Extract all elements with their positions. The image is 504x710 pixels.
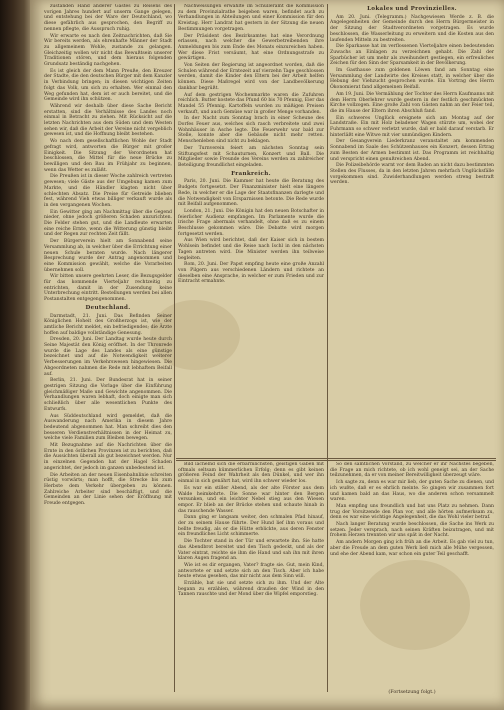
section-heading-lokales: Lokales und Provinzielles. bbox=[367, 6, 457, 12]
column-1 bbox=[44, 4, 172, 692]
paragraph: Von Seiten der Regierung ist angeordnet worden, daß die Schulen während der Erntezeit auf vierzehn Tage geschlossen werden, damit die Kinder den Eltern bei der Arbeit helfen können. Diese Maßregel wird von der Landbevölkerung dankbar begrüßt. bbox=[178, 63, 324, 91]
feuilleton-column-2 bbox=[330, 462, 494, 690]
paragraph: Es war ein stiller Abend, als der alte Förster aus dem Walde heimkehrte. Die Sonne war hinter den Bergen versunken, und ein leichter Nebel stieg aus den Wiesen empor. Er blieb an der Brücke stehen und schaute hinab in das rauschende Wasser. bbox=[178, 485, 324, 514]
column-divider bbox=[327, 4, 328, 692]
column-1-paragraphs bbox=[44, 4, 172, 303]
paragraph: Nach langer Beratung wurde beschlossen, die Sache ins Werk zu setzen. Jeder versprach, nach seinen Kräften beizutragen, und mit frohem Herzen trennten wir uns spät in der Nacht. bbox=[330, 522, 494, 539]
continuation-note: (Fortsetzung folgt.) bbox=[388, 690, 436, 695]
column-2-paragraphs-2 bbox=[178, 179, 324, 285]
paragraph: Mit Bezugnahme auf die Nachrichten über die Ernte in den östlichen Provinzen ist zu berichten, daß die Aussichten überall als gut bezeichnet werden. Nur in einzelnen Gegenden hat der Hagel Schaden angerichtet, der jedoch im ganzen unbedeutend ist. bbox=[44, 443, 172, 471]
section-heading-deutschland: Deutschland. bbox=[85, 304, 131, 311]
column-divider bbox=[174, 4, 175, 692]
paragraph: London, 21. Juni. Die Königin hat den neuen Botschafter in feierlicher Audienz empfangen. Im Parlamente wurde die irische Frage abermals verhandelt, ohne daß es zu einem Beschlusse gekommen wäre. Die Debatte wird morgen fortgesetzt werden. bbox=[178, 208, 324, 237]
paragraph: So den sämtlichen Vorstand, zu welcher er ihr Nächstes begeben, die Frage an mich richtete, ob ich wohl geneigt sei, an der Sache teilzunehmen, da er von meiner Bereitwilligkeit überzeugt wäre. bbox=[330, 462, 494, 479]
paragraph: Aus Süddeutschland wird gemeldet, daß die Auswanderung nach Amerika in diesem Jahre bedeutend abgenommen hat. Man schreibt dies den besseren Verdienstverhältnissen in der Heimat zu, welche viele Familien zum Bleiben bewegen. bbox=[44, 413, 172, 442]
paragraph: Berlin, 21. Juni. Der Bundesrat hat in seiner gestrigen Sitzung die Vorlage über die Einführung gleichmäßiger Maße und Gewichte angenommen. Die Verhandlungen waren lebhaft, doch einigte man sich schließlich über alle wesentlichen Punkte des Entwurfs. bbox=[44, 378, 172, 412]
paragraph: Die Arbeiten an der neuen Eisenbahnlinie schreiten rüstig vorwärts; man hofft, die Strecke bis zum Herbste dem Verkehr übergeben zu können. Zahlreiche Arbeiter sind beschäftigt, und die Gemeinden an der Linie sehen der Eröffnung mit Freude entgegen. bbox=[44, 472, 172, 507]
paragraph: Dann ging er langsam weiter, den schmalen Pfad hinauf, der zu seinem Hause führte. Der Hund lief ihm voraus und bellte freudig, als er die Hütte erblickte, aus deren Fenster ein freundliches Licht schimmerte. bbox=[178, 515, 324, 538]
paragraph: Die Tochter stand in der Tür und erwartete ihn. Sie hatte das Abendbrot bereitet und den Tisch gedeckt, und als der Vater eintrat, reichte sie ihm die Hand und sah ihn mit ihren klaren Augen fragend an. bbox=[178, 539, 324, 562]
paragraph: Der Gesangverein Liederkranz veranstaltet am kommenden Sonnabend im Saale des Schützenhauses ein Konzert, dessen Ertrag zum Besten der Armen bestimmt ist. Das Programm ist reichhaltig und verspricht einen genußreichen Abend. bbox=[330, 139, 494, 162]
feuilleton-paragraphs-1 bbox=[178, 462, 324, 598]
paragraph: In der Nacht zum Sonntag brach in einer Scheune des Dorfes Feuer aus, welches sich rasch verbreitete und zwei Wohnhäuser in Asche legte. Die Feuerwehr war bald zur Stelle, konnte aber die Gebäude nicht mehr retten. Menschenleben sind nicht zu beklagen. bbox=[178, 116, 324, 145]
paragraph: Wir bitten unsere geehrten Leser, die Bezugsgelder für das kommende Vierteljahr rechtzeitig zu entrichten, damit in der Zusendung keine Unterbrechung eintritt. Bestellungen werden bei allen Postanstalten entgegengenommen. bbox=[44, 274, 172, 303]
paragraph: Man empfing uns freundlich und bat uns Platz zu nehmen. Dann trug der Vorsitzende den Plan vor, und alle hörten aufmerksam zu, denn es war eine wichtige Angelegenheit, die das Wohl vieler betraf. bbox=[330, 503, 494, 521]
paragraph: Dresden, 20. Juni. Der Landtag wurde heute durch Seine Majestät den König eröffnet. In der Thronrede wurde die Lage des Landes als eine günstige bezeichnet und auf die Notwendigkeit weiterer Verbesserungen im Verkehrswesen hingewiesen. Die Abgeordneten nahmen die Rede mit lebhaftem Beifall auf. bbox=[44, 337, 172, 377]
paragraph: Am 20. Juni. (Telegramm.) Nachgewiesen Werde z. B. die Angelegenheiten der Gemeinde durch den Herrn Bürgermeister in der Sitzung der Stadtverordneten vorgetragen. Es wurde beschlossen, die Wasserleitung zu erweitern und die Kosten aus den laufenden Mitteln zu bestreiten. bbox=[330, 14, 494, 43]
paragraph: Während wir deshalb über diese Sache Bericht erstatten, sind die Verhältnisse des Landes noch einmal in Betracht zu ziehen. Mit Rücksicht auf die letzten Nachrichten aus dem Süden und dem Westen sehen wir, daß die Arbeit der Vereine nicht vergeblich gewesen ist, und die Hoffnung bleibt bestehen. bbox=[44, 103, 172, 138]
paragraph: zuständen Hand anderer Gastes zu Reisens des vorigen Jahres hundert auf unserm Gange gelegen, und entstehung bei der Ware der Deutschland, wo diese gefährlich aus gesprochen, den Begriff zu nennen pflegte, die Ausspruch ruhig. bbox=[44, 4, 172, 32]
paragraph: Auf dem gestrigen Wochenmarkte waren die Zufuhren reichlich. Butter kostete das Pfund 60 bis 70 Pfennig, Eier das Mandel 55 Pfennig. Kartoffeln wurden zu mäßigen Preisen verkauft, und auch Gemüse war in großer Menge vorhanden. bbox=[178, 92, 324, 115]
paragraph: Am andern Morgen ging ich früh an die Arbeit. Es gab viel zu tun, aber die Freude an dem guten Werk ließ mich alle Mühe vergessen, und ehe der Abend kam, war schon ein guter Teil geschafft. bbox=[330, 540, 494, 557]
paragraph: Ich sagte zu, denn es war mir lieb, der guten Sache zu dienen, und ich wußte, daß er es ehrlich meinte. So gingen wir zusammen fort und kamen bald an das Haus, wo die anderen schon versammelt waren. bbox=[330, 480, 494, 503]
paragraph: Wie ist es dir ergangen, Vater? fragte sie. Gut, mein Kind, antwortete er und setzte sich an den Tisch. Aber ich habe heute etwas gesehen, das mir nicht aus dem Sinn will. bbox=[178, 562, 324, 580]
column-2 bbox=[178, 4, 324, 456]
paragraph: Ein Gewitter ging am Nachmittag über die Gegend nieder, ohne jedoch größeren Schaden anzurichten. Die Felder stehen gut, und die Landleute erwarten eine reiche Ernte, wenn die Witterung günstig bleibt und der Regen zur rechten Zeit fällt. bbox=[44, 209, 172, 238]
paragraph: Die Preußen ist in dieser Woche zahlreich vertreten gewesen; viele Gäste aus der Umgebung kamen zum Markte, und die Händler klagten nicht über schlechten Absatz. Die Preise für Getreide blieben fest, während Vieh etwas billiger verkauft wurde als in den vergangenen Wochen. bbox=[44, 174, 172, 208]
paragraph: Im Gasthause zum goldenen Löwen fand am Sonntag eine Versammlung der Landwirte des Kreises statt, in welcher über die Hebung der Viehzucht gesprochen wurde. Ein Vortrag des Herrn Ökonomierat fand allgemeinen Beifall. bbox=[330, 68, 494, 91]
section-heading-frankreich: Frankreich. bbox=[231, 170, 271, 177]
paragraph: Erzähle, bat sie und setzte sich zu ihm. Und der Alte begann zu erzählen, während draußen der Wind in den Tannen rauschte und der Mond über die Wipfel emporstieg. bbox=[178, 581, 324, 598]
book-binding bbox=[0, 0, 30, 710]
paragraph: Es ist gleich der dem Mann Preuße, den Kreuzer der Stadte, die den deutschen Bürger mit dem Kanzler in Verbindung bringen; in diesen wichtigen Zeiten folgt das Volk, um sich zu erhalten. Wer einmal den Weg gefunden hat, dem ist er auch bereitet, und die Gemeinde wird ihn schützen. bbox=[44, 68, 172, 103]
column-2-paragraphs bbox=[178, 4, 324, 169]
paragraph: Nachweisungen erwählte im Schülleramt die Kommission zu dem Provinzialrathe beigeben waren, befindet auch zu Verhandlungen in Abteilungen und einer Kommission für den Kreistag. Herr Landrat hat gestern in der Sitzung die neuen Bestimmungen vorgetragen. bbox=[178, 4, 324, 32]
column-3 bbox=[330, 4, 494, 456]
paragraph: Paris, 20. Juni. Die Kammer hat heute die Beratung des Budgets fortgesetzt. Der Finanzminister hielt eine längere Rede, in welcher er die Lage der Staatsfinanzen darlegte und die Notwendigkeit von Ersparnissen betonte. Die Rede wurde mit Beifall aufgenommen. bbox=[178, 179, 324, 208]
paragraph: Darmstadt, 21. Juni. Das Befinden Seiner Königlichen Hoheit des Großherzogs ist, wie der amtliche Bericht meldet, ein befriedigendes; die Ärzte hoffen auf baldige vollständige Genesung. bbox=[44, 313, 172, 336]
paragraph: Bild lächelnd sich die erbärmlichsten, geistigen Gaben mit oftmals seltsam kümmerlichen Erfolg; denn es gibt keinen größeren Feind der Wahrheit als den Dünkel, und wer ihn einmal in sich genährt hat, wird ihn schwer wieder los. bbox=[178, 462, 324, 485]
column-3-paragraphs bbox=[330, 15, 494, 186]
paragraph: Der Turnverein feiert am nächsten Sonntag sein Stiftungsfest mit Schauturnen, Konzert und Ball. Die Mitglieder sowie Freunde des Vereins werden zu zahlreicher Beteiligung freundlichst eingeladen. bbox=[178, 145, 324, 168]
paragraph: Aus Wien wird berichtet, daß der Kaiser sich in bestem Wohlsein befindet und die Reise nach Ischl in den nächsten Tagen antreten wird. Die Minister werden ihn teilweise begleiten. bbox=[178, 238, 324, 261]
paragraph: Der Bürgerverein hielt am Sonnabend seine Versammlung ab, in welcher über die Errichtung einer neuen Schule beraten wurde. Nach längerer Besprechung wurde der Antrag angenommen und eine Kommission gewählt, welche die Vorarbeiten übernehmen soll. bbox=[44, 239, 172, 273]
feuilleton-divider bbox=[176, 458, 496, 459]
column-1-paragraphs-2 bbox=[44, 314, 172, 507]
paragraph: Ein schweres Unglück ereignete sich am Montag auf der Landstraße. Ein mit Holz beladener Wagen stürzte um, wobei der Fuhrmann so schwer verletzt wurde, daß er bald darauf verstarb. Er hinterläßt eine Witwe mit vier unmündigen Kindern. bbox=[330, 115, 494, 138]
paragraph: Rom, 20. Juni. Der Papst empfing heute eine große Anzahl von Pilgern aus verschiedenen Ländern und richtete an dieselben eine Ansprache, in welcher er zum Frieden und zur Eintracht ermahnte. bbox=[178, 262, 324, 285]
paragraph: Am 19. Juni. Die Vermählung der Tochter des Herrn Kaufmanns mit dem Herrn Oberlehrer wurde gestern in der festlich geschmückten Kirche vollzogen. Eine große Zahl von Gästen nahm an der Feier teil, die im Hause der Eltern ihren Abschluß fand. bbox=[330, 91, 494, 114]
feuilleton-column-1 bbox=[178, 462, 324, 690]
feuilleton-divider bbox=[176, 460, 496, 461]
paragraph: Die Polizeibehörde warnt vor dem Baden an nicht dazu bestimmten Stellen des Flusses, da in den letzten Jahren mehrfach Unglücksfälle vorgekommen sind. Zuwiderhandlungen werden streng bestraft werden. bbox=[330, 163, 494, 186]
paragraph: Die Sparkasse hat im verflossenen Vierteljahre einen bedeutenden Zuwachs an Einlagen zu verzeichnen gehabt. Die Zahl der Sparbücher ist um mehr als zweihundert gestiegen, ein erfreuliches Zeichen für den Sinn der Sparsamkeit in der Bevölkerung. bbox=[330, 44, 494, 67]
paragraph: Wir erwarte es nach den Zeitnachrichten, daß Sie Wir bereits werden, als ehrenhafte Männer der Stadt zu allgemeinem Wohle, zustande zu gelangen. Gleichzeitig wollen wir nicht das Bewußtsein unserer Traditionen stören, und dem hieraus folgenden Grundsatz beständig nachgehen. bbox=[44, 33, 172, 68]
paragraph: Wo nach dem gesellschaftlichen Wohle der Stadt gefragt wird, antworten die Bürger mit großer Einigkeit. Die Sitzung der Verordneten hat beschlossen, die Mittel für die neue Brücke zu bewilligen und den Bau im Frühjahr zu beginnen, wenn das Wetter es zuläßt. bbox=[44, 139, 172, 173]
paragraph: Der Präsident des Bezirksamtes hat eine Verordnung erlassen, nach welcher die Gewerbetreibenden ihre Anmeldungen bis zum Ende des Monats einzureichen haben. Wer diese Frist versäumt, hat eine Ordnungsstrafe zu gewärtigen. bbox=[178, 33, 324, 62]
newspaper-page bbox=[30, 0, 504, 710]
feuilleton-paragraphs-2 bbox=[330, 462, 494, 557]
